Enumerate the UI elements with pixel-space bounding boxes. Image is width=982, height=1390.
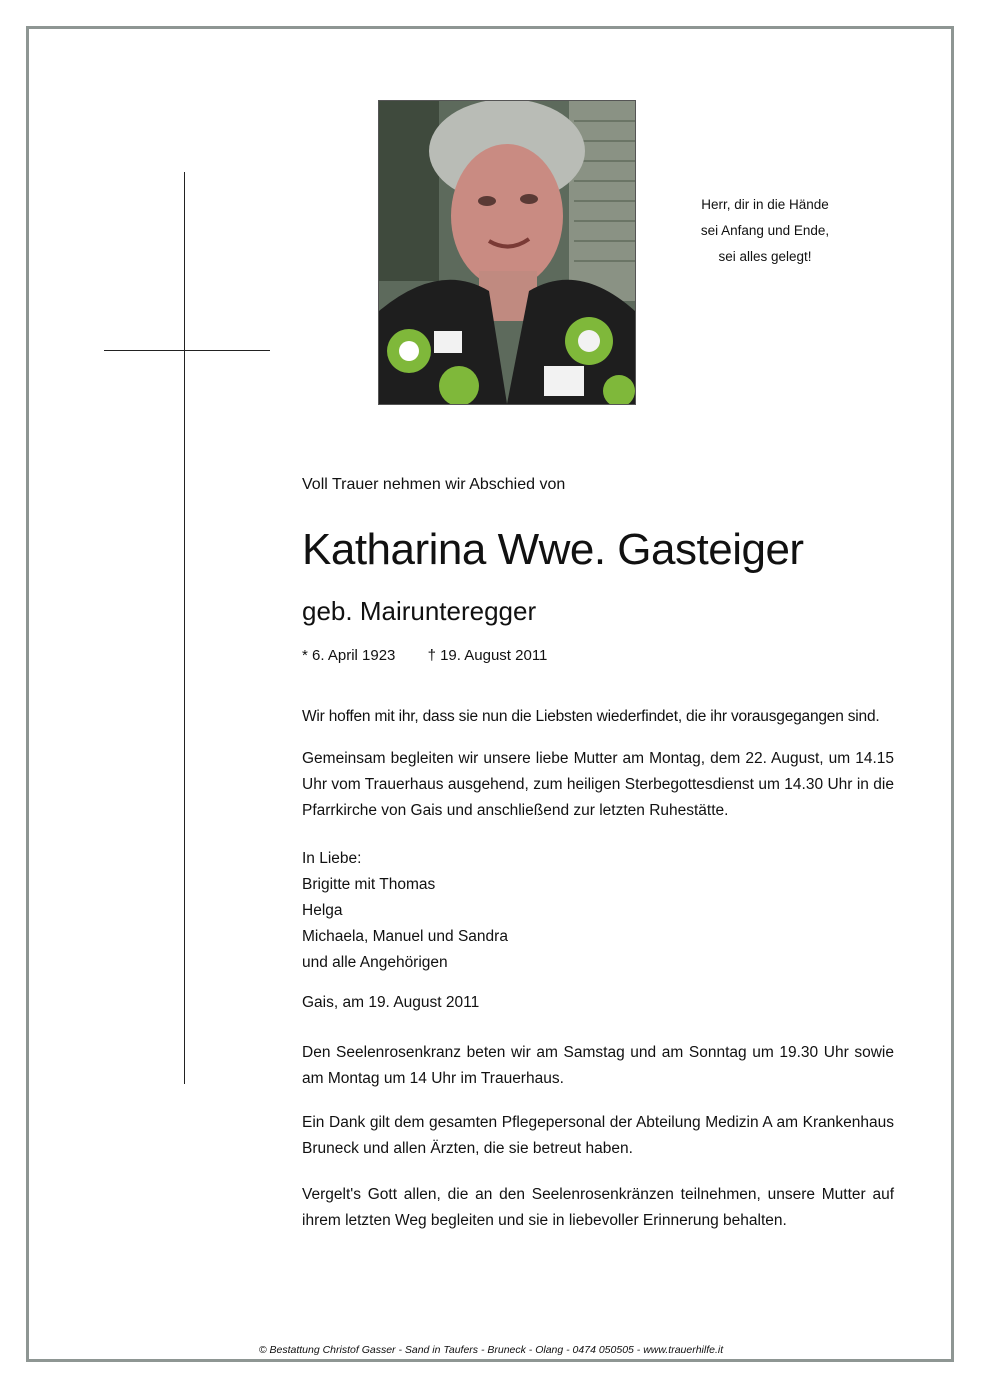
- verse-line: Herr, dir in die Hände: [701, 197, 829, 212]
- thanks-paragraph: Ein Dank gilt dem gesamten Pflegepersonal der Abteilung Medizin A am Krankenhaus Bruneck und allen Ärzten, die sie betreut haben.: [302, 1114, 894, 1157]
- verse-line: sei alles gelegt!: [718, 249, 812, 264]
- birth-date: * 6. April 1923: [302, 647, 396, 664]
- place-date: Gais, am 19. August 2011: [302, 994, 480, 1011]
- cross-horizontal-bar: [104, 350, 270, 351]
- portrait-photo: [378, 100, 636, 405]
- rosary-paragraph: Den Seelenrosenkranz beten wir am Samstag und am Sonntag um 19.30 Uhr sowie am Montag um 14 Uhr im Trauerhaus.: [302, 1044, 894, 1087]
- mourner-line: und alle Angehörigen: [302, 954, 448, 971]
- life-dates: [302, 647, 547, 664]
- portrait-image: [379, 101, 635, 404]
- hope-paragraph: Wir hoffen mit ihr, dass sie nun die Liebsten wiederfindet, die ihr vorausgegangen sind.: [302, 708, 880, 725]
- funeral-paragraph: Gemeinsam begleiten wir unsere liebe Mutter am Montag, dem 22. August, um 14.15 Uhr vom Trauerhaus ausgehend, zum heiligen Sterbegottesdienst um 14.30 Uhr in die Pfarrkirche von Gais und anschließend zur letzten Ruhestätte.: [302, 750, 894, 819]
- intro-text: Voll Trauer nehmen wir Abschied von: [302, 476, 566, 493]
- maiden-name: geb. Mairunteregger: [302, 596, 537, 626]
- cross-vertical-bar: [184, 172, 185, 1084]
- deceased-name: Katharina Wwe. Gasteiger: [302, 525, 804, 574]
- footer-credit: © Bestattung Christof Gasser - Sand in Taufers - Bruneck - Olang - 0474 050505 - www.trauerhilfe.it: [258, 1344, 724, 1356]
- mourner-line: Brigitte mit Thomas: [302, 876, 436, 893]
- death-date: † 19. August 2011: [427, 647, 548, 664]
- mourner-line: Helga: [302, 902, 343, 919]
- mourners-heading: In Liebe:: [302, 850, 362, 867]
- mourners-list: [302, 846, 508, 976]
- verse-line: sei Anfang und Ende,: [700, 223, 830, 238]
- gratitude-paragraph: Vergelt's Gott allen, die an den Seelenrosenkränzen teilnehmen, unsere Mutter auf ihrem letzten Weg begleiten und sie in liebevoller Erinnerung behalten.: [302, 1186, 894, 1229]
- bible-verse: [680, 192, 850, 270]
- mourner-line: Michaela, Manuel und Sandra: [302, 928, 508, 945]
